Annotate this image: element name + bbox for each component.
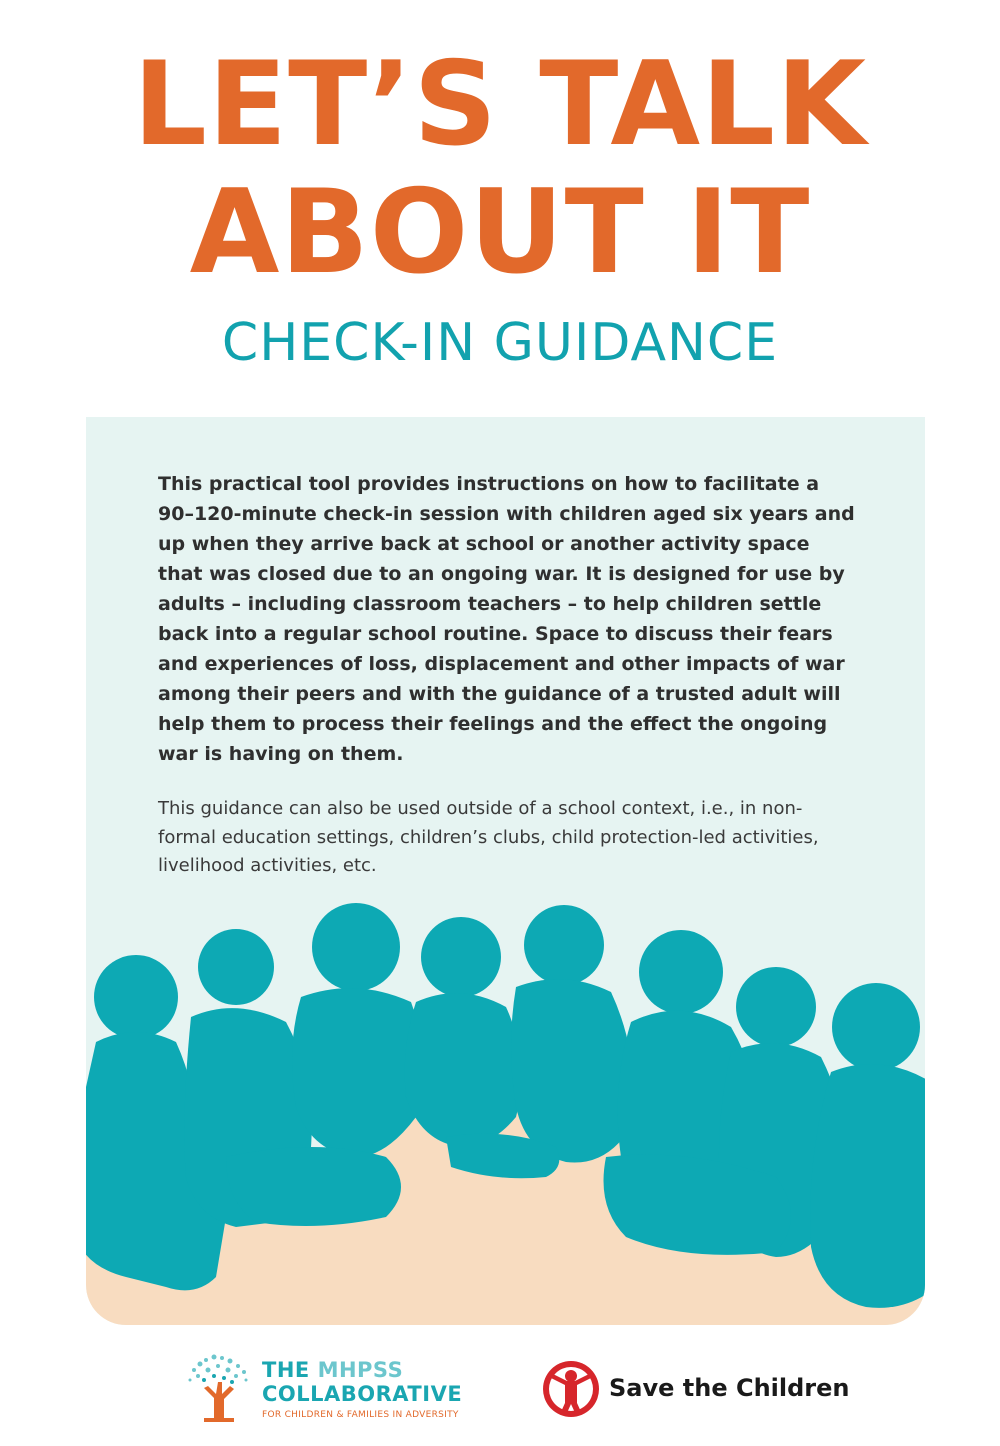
mhpss-name-line1 [262, 1358, 403, 1382]
mhpss-tagline: FOR CHILDREN & FAMILIES IN ADVERSITY [262, 1410, 459, 1420]
title-line-1: LET’S TALK [133, 37, 867, 172]
save-the-children-text: Save the Children [609, 1374, 850, 1402]
save-the-children-logo [541, 1358, 850, 1422]
info-panel [86, 417, 925, 1325]
mhpss-collaborative-logo [186, 1352, 486, 1424]
mhpss-the-text: THE [262, 1358, 318, 1382]
title-line-2: ABOUT IT [189, 165, 811, 300]
mhpss-name-line2: COLLABORATIVE [262, 1382, 463, 1406]
tree-icon [186, 1352, 250, 1424]
panel-text [158, 469, 858, 881]
subtitle: CHECK-IN GUIDANCE [221, 313, 779, 373]
intro-normal-paragraph: This guidance can also be used outside of a school context, i.e., in non-formal education settings, children’s clubs, child protection-led activities, livelihood activities, etc. [158, 798, 819, 876]
mhpss-acronym-text: MHPSS [317, 1358, 404, 1382]
intro-bold-paragraph: This practical tool provides instructions on how to facilitate a 90–120-minute check-in session with children aged six years and up when they arrive back at school or another activity space that was closed due to an ongoing war. It is designed for use by adults – including classroom teachers – to help children settle back into a regular school routine. Space to discuss their fears and experiences of loss, displacement and other impacts of war among their peers and with the guidance of a trusted adult will help them to process their feelings and the effect the ongoing war is having on them. [158, 473, 855, 765]
children-silhouette-illustration [86, 857, 925, 1325]
save-the-children-icon [541, 1358, 601, 1420]
